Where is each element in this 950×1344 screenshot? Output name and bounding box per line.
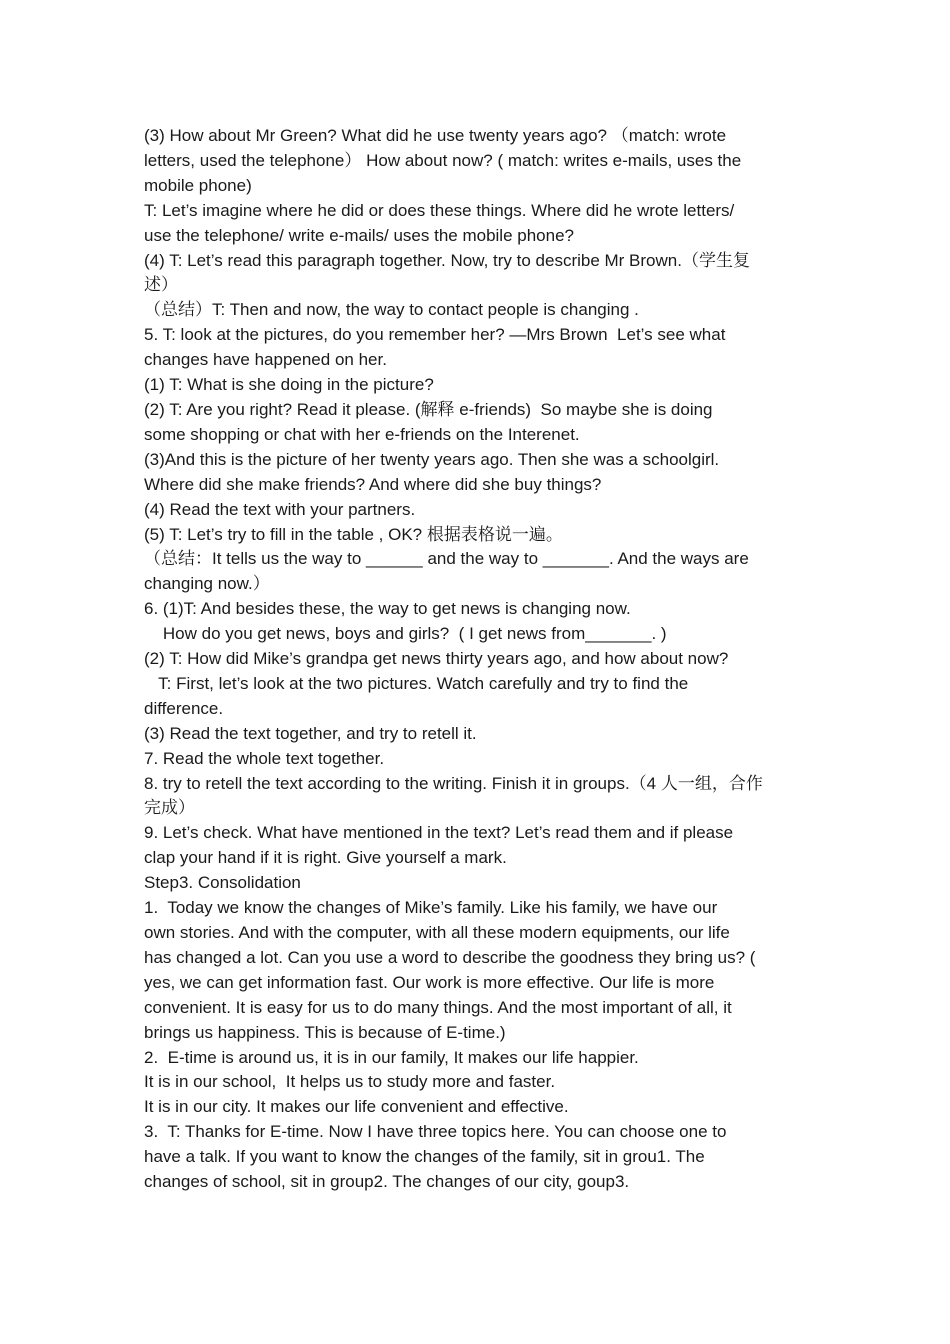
text-line: (1) T: What is she doing in the picture? xyxy=(144,375,434,395)
text-line: 8. try to retell the text according to the writing. Finish it in groups.（4 人一组，合作 xyxy=(144,773,763,793)
text-line: 述） xyxy=(144,275,178,295)
text-line: changing now.） xyxy=(144,574,270,594)
text-line: （总结：It tells us the way to ______ and the way to _______. And the ways are xyxy=(144,549,749,569)
text-line: yes, we can get information fast. Our work is more effective. Our life is more xyxy=(144,972,715,992)
text-line: 3. T: Thanks for E-time. Now I have three topics here. You can choose one to xyxy=(144,1122,727,1142)
text-line: 9. Let’s check. What have mentioned in the text? Let’s read them and if please xyxy=(144,823,734,843)
text-line: brings us happiness. This is because of E-time.) xyxy=(144,1022,506,1042)
text-line: How do you get news, boys and girls? ( I get news from_______. ) xyxy=(144,624,667,644)
text-line: own stories. And with the computer, with all these modern equipments, our life xyxy=(144,923,730,942)
text-line: (2) T: How did Mike’s grandpa get news thirty years ago, and how about now? xyxy=(144,649,729,669)
text-line: (4) Read the text with your partners. xyxy=(144,499,416,519)
text-line: clap your hand if it is right. Give yourself a mark. xyxy=(144,848,507,868)
text-line: changes of school, sit in group2. The changes of our city, goup3. xyxy=(144,1172,630,1192)
text-line: (3)And this is the picture of her twenty years ago. Then she was a schoolgirl. xyxy=(144,449,720,469)
text-line: some shopping or chat with her e-friends on the Interenet. xyxy=(144,424,580,444)
text-line: mobile phone) xyxy=(144,175,252,195)
text-line: 2. E-time is around us, it is in our family, It makes our life happier. xyxy=(144,1047,639,1067)
text-line: 完成） xyxy=(144,798,195,818)
text-line: It is in our city. It makes our life convenient and effective. xyxy=(144,1097,569,1117)
text-line: (3) How about Mr Green? What did he use twenty years ago? （match: wrote xyxy=(144,126,727,145)
document-body xyxy=(144,124,810,1195)
text-line: changes have happened on her. xyxy=(144,350,387,370)
text-line: Where did she make friends? And where did she buy things? xyxy=(144,474,602,494)
section-heading: Step3. Consolidation xyxy=(144,873,301,893)
text-line: convenient. It is easy for us to do many things. And the most important of all, it xyxy=(144,997,732,1017)
text-line: have a talk. If you want to know the changes of the family, sit in grou1. The xyxy=(144,1147,705,1167)
text-line: use the telephone/ write e-mails/ uses the mobile phone? xyxy=(144,225,574,245)
text-line: 5. T: look at the pictures, do you remember her? —Mrs Brown Let’s see what xyxy=(144,325,726,345)
text-line: （总结）T: Then and now, the way to contact people is changing . xyxy=(144,300,639,320)
text-line: (4) T: Let’s read this paragraph together. Now, try to describe Mr Brown.（学生复 xyxy=(144,250,750,270)
text-line: letters, used the telephone） How about now? ( match: writes e-mails, uses the xyxy=(144,150,742,170)
text-line: (2) T: Are you right? Read it please. (解释 e-friends) So maybe she is doing xyxy=(144,399,713,419)
text-line: 1. Today we know the changes of Mike’s family. Like his family, we have our xyxy=(144,898,718,918)
text-line: (3) Read the text together, and try to retell it. xyxy=(144,723,477,743)
text-line: 7. Read the whole text together. xyxy=(144,748,385,768)
text-line: 6. (1)T: And besides these, the way to get news is changing now. xyxy=(144,599,631,619)
text-line: T: First, let’s look at the two pictures. Watch carefully and try to find the xyxy=(144,673,689,693)
text-line: difference. xyxy=(144,698,224,718)
text-line: has changed a lot. Can you use a word to describe the goodness they bring us? ( xyxy=(144,947,756,967)
text-line: T: Let’s imagine where he did or does these things. Where did he wrote letters/ xyxy=(144,200,735,220)
text-line: It is in our school, It helps us to study more and faster. xyxy=(144,1072,556,1092)
text-line: (5) T: Let’s try to fill in the table , OK? 根据表格说一遍。 xyxy=(144,524,563,544)
